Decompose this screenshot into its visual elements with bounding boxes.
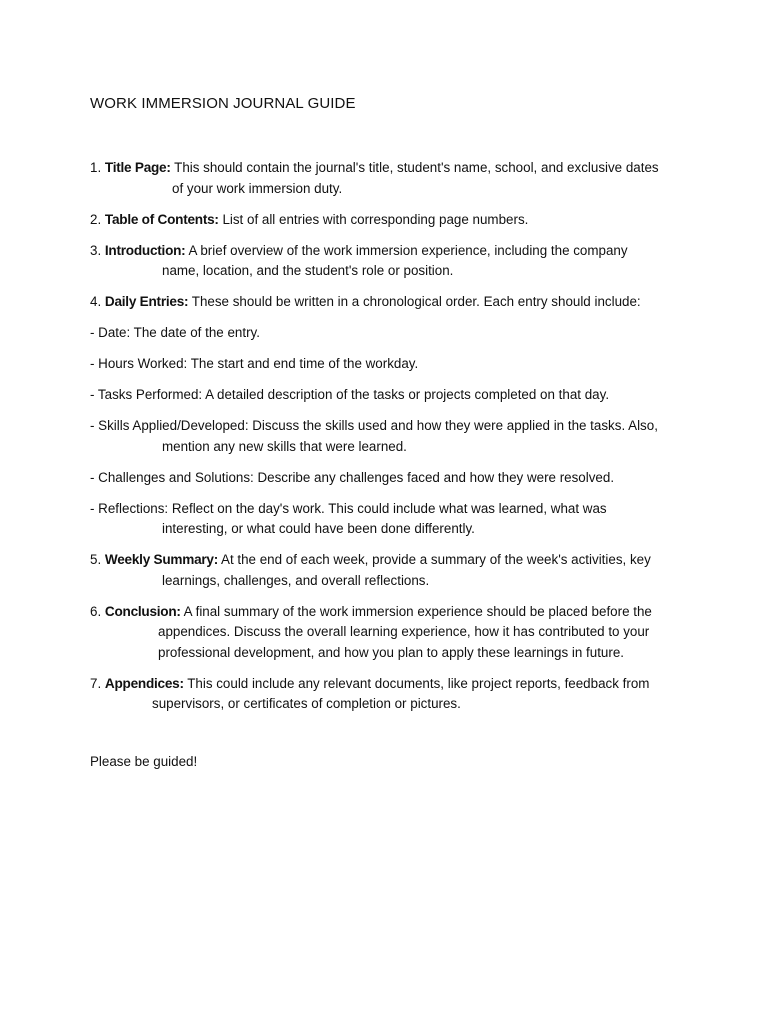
item-text-continued: of your work immersion duty. — [172, 180, 343, 196]
item-text-continued: appendices. Discuss the overall learning experience, how it has contributed to your — [158, 624, 650, 639]
item-number: 2. — [90, 211, 102, 227]
closing-note: Please be guided! — [90, 754, 198, 769]
item-heading: Daily Entries: — [104, 294, 189, 309]
bullet-reflections — [90, 499, 690, 540]
item-number: 4. — [90, 294, 102, 309]
bullet-text-continued: mention any new skills that were learned. — [162, 438, 407, 454]
document-title: WORK IMMERSION JOURNAL GUIDE — [90, 95, 356, 112]
bullet-text: - Hours Worked: The start and end time of the workday. — [90, 356, 419, 371]
item-text: This could include any relevant documents, like project reports, feedback from — [183, 675, 650, 691]
list-item-conclusion — [90, 602, 690, 664]
item-heading: Weekly Summary: — [104, 552, 219, 567]
item-number: 1. — [90, 160, 102, 175]
list-item-introduction — [90, 241, 690, 282]
item-text: This should contain the journal's title, student's name, school, and exclusive dates — [170, 160, 659, 175]
bullet-date — [90, 323, 690, 344]
item-heading: Table of Contents: — [104, 211, 219, 227]
list-item-title-page — [90, 158, 690, 199]
bullet-text: - Tasks Performed: A detailed description of the tasks or projects completed on that day. — [90, 387, 610, 402]
item-heading: Conclusion: — [104, 603, 181, 619]
item-number: 5. — [90, 552, 102, 567]
item-number: 7. — [90, 675, 102, 691]
item-text: These should be written in a chronological order. Each entry should include: — [188, 294, 641, 309]
bullet-hours-worked — [90, 354, 690, 375]
list-item-appendices — [90, 674, 690, 715]
item-number: 3. — [90, 242, 102, 258]
item-text-continued: learnings, challenges, and overall reflections. — [162, 572, 430, 588]
item-number: 6. — [90, 603, 102, 619]
item-heading: Appendices: — [104, 675, 184, 691]
item-text: A brief overview of the work immersion experience, including the company — [185, 242, 628, 258]
bullet-text: - Date: The date of the entry. — [90, 325, 260, 340]
list-item-daily-entries — [90, 292, 690, 313]
list-item-weekly-summary — [90, 550, 690, 591]
bullet-text: - Skills Applied/Developed: Discuss the skills used and how they were applied in the tasks. Also, — [90, 418, 658, 433]
item-text-continued: name, location, and the student's role or position. — [162, 263, 454, 278]
item-heading: Introduction: — [104, 242, 186, 258]
bullet-challenges — [90, 468, 690, 489]
bullet-text: - Challenges and Solutions: Describe any challenges faced and how they were resolved. — [90, 469, 615, 485]
item-text: A final summary of the work immersion experience should be placed before the — [180, 603, 652, 619]
guide-list — [90, 158, 690, 725]
item-text-continued: professional development, and how you plan to apply these learnings in future. — [158, 644, 624, 660]
item-text: List of all entries with corresponding page numbers. — [218, 211, 529, 227]
item-text: At the end of each week, provide a summary of the week's activities, key — [218, 552, 651, 567]
bullet-text-continued: interesting, or what could have been done differently. — [162, 521, 475, 536]
bullet-tasks-performed — [90, 385, 690, 406]
item-heading: Title Page: — [104, 160, 171, 175]
bullet-skills — [90, 416, 690, 457]
bullet-text: - Reflections: Reflect on the day's work. This could include what was learned, what was — [90, 500, 607, 516]
list-item-table-of-contents — [90, 210, 690, 231]
item-text-continued: supervisors, or certificates of completion or pictures. — [152, 696, 461, 711]
